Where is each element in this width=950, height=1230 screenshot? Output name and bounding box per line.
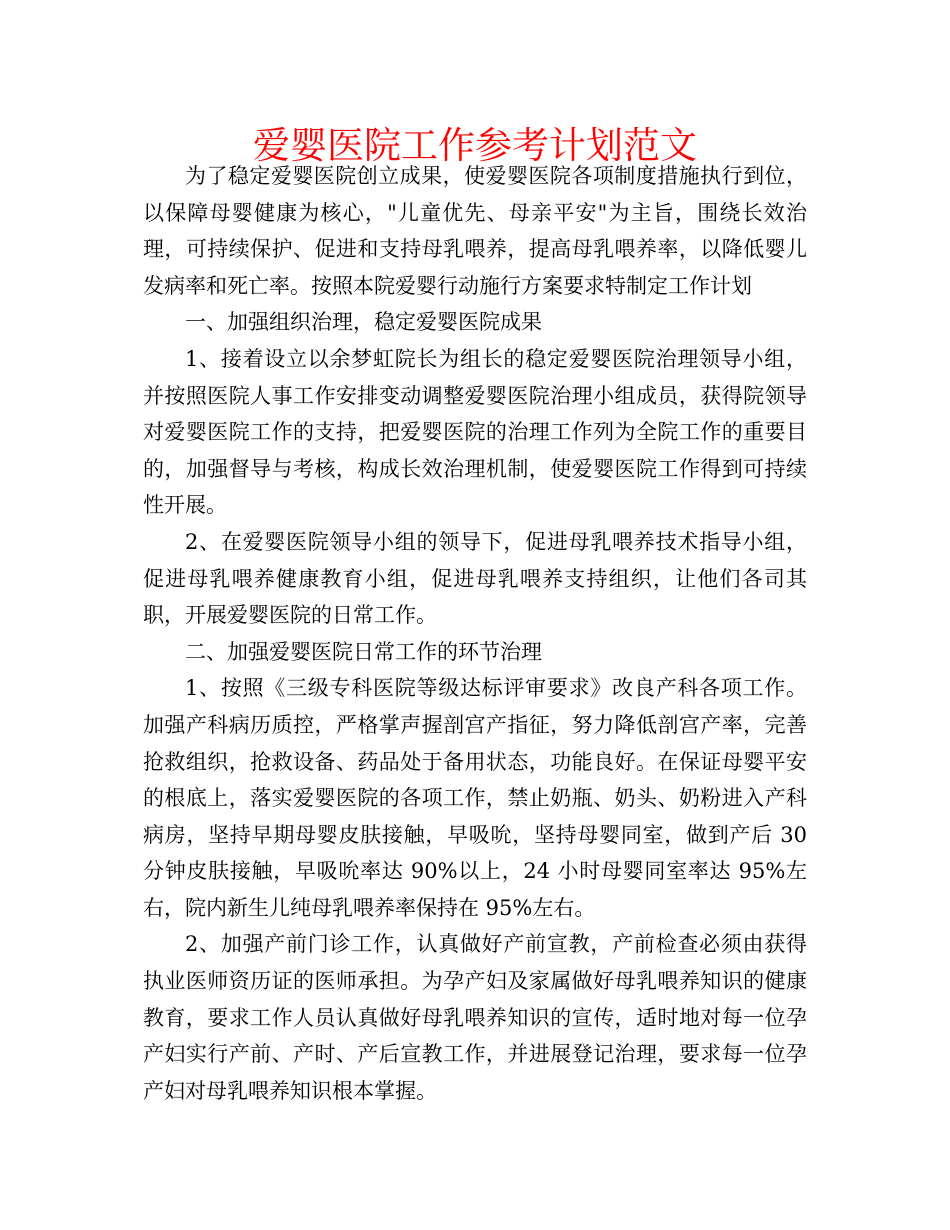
document-body	[143, 158, 807, 1109]
section-heading-1: 一、加强组织治理，稳定爱婴医院成果	[185, 310, 542, 335]
document-title: 爱婴医院工作参考计划范文	[253, 124, 697, 167]
section-2-item-2: 2、加强产前门诊工作，认真做好产前宣教，产前检查必须由获得执业医师资历证的医师承担。为孕产妇及家属做好母乳喂养知识的健康教育，要求工作人员认真做好母乳喂养知识的宣传，适时地对每一位孕产妇实行产前、产时、产后宣教工作，并进展登记治理，要求每一位孕产妇对母乳喂养知识根本掌握。	[143, 932, 807, 1103]
section-2-item-1: 1、按照《三级专科医院等级达标评审要求》改良产科各项工作。加强产科病历质控，严格掌声握剖宫产指征，努力降低剖宫产率，完善抢救组织，抢救设备、药品处于备用状态，功能良好。在保证母婴平安的根底上，落实爱婴医院的各项工作，禁止奶瓶、奶头、奶粉进入产科病房，坚持早期母婴皮肤接触，早吸吮，坚持母婴同室，做到产后 30 分钟皮肤接触，早吸吮率达 90%以上，24 小时母婴同室率达 95%左右，院内新生儿纯母乳喂养率保持在 95%左右。	[143, 676, 807, 920]
section-heading-2: 二、加强爱婴医院日常工作的环节治理	[185, 639, 542, 664]
section-1-item-2: 2、在爱婴医院领导小组的领导下，促进母乳喂养技术指导小组，促进母乳喂养健康教育小组，促进母乳喂养支持组织，让他们各司其职，开展爱婴医院的日常工作。	[143, 529, 807, 628]
section-1-item-1: 1、接着设立以余梦虹院长为组长的稳定爱婴医院治理领导小组，并按照医院人事工作安排变动调整爱婴医院治理小组成员，获得院领导对爱婴医院工作的支持，把爱婴医院的治理工作列为全院工作的重要目的，加强督导与考核，构成长效治理机制，使爱婴医院工作得到可持续性开展。	[143, 346, 807, 518]
intro-paragraph: 为了稳定爱婴医院创立成果，使爱婴医院各项制度措施执行到位，以保障母婴健康为核心，"儿童优先、母亲平安"为主旨，围绕长效治理，可持续保护、促进和支持母乳喂养，提高母乳喂养率，以降低婴儿发病率和死亡率。按照本院爱婴行动施行方案要求特制定工作计划	[143, 164, 807, 298]
